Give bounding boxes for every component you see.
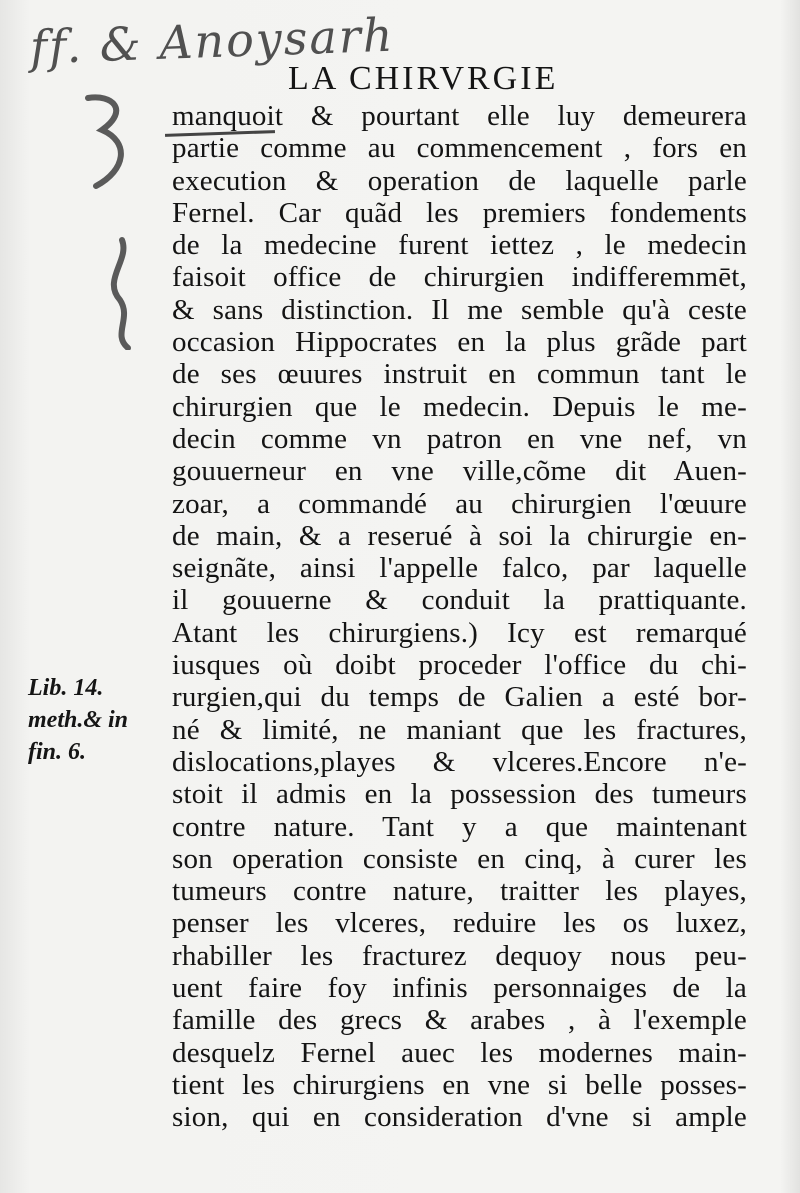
text-line: penser les vlceres, reduire les os luxez, [172, 907, 747, 940]
text-line: Atant les chirurgiens.) Icy est remarqué [172, 616, 747, 649]
text-line: gouuerneur en vne ville,cõme dit Auen- [172, 455, 747, 488]
marginal-bracket-mark [82, 90, 152, 350]
text-line: uent faire foy infinis personnaiges de la [172, 972, 747, 1005]
text-line: contre nature. Tant y a que maintenant [172, 810, 747, 843]
text-line: de main, & a reserué à soi la chirurgie en- [172, 519, 747, 552]
text-line: de la medecine furent iettez , le medecin [172, 229, 747, 262]
text-line: zoar, a commandé au chirurgien l'œuure [172, 487, 747, 520]
text-line: rurgien,qui du temps de Galien a esté bor- [172, 681, 747, 714]
handwritten-annotation: ff. & Anoysarh [29, 7, 396, 75]
running-head: LA CHIRVRGIE [288, 60, 559, 97]
text-line: desquelz Fernel auec les modernes main- [172, 1036, 747, 1069]
text-line: dislocations,playes & vlceres.Encore n'e- [172, 745, 747, 778]
text-line: Fernel. Car quãd les premiers fondements [172, 196, 747, 229]
text-line: execution & operation de laquelle parle [172, 164, 747, 197]
margin-note-line: Lib. 14. [28, 675, 104, 701]
text-line: rhabiller les fracturez dequoy nous peu- [172, 939, 747, 972]
text-line: partie comme au commencement , fors en [172, 132, 747, 165]
text-line: son operation consiste en cinq, à curer les [172, 842, 747, 875]
text-line: tumeurs contre nature, traitter les playes, [172, 875, 747, 908]
text-line: faisoit office de chirurgien indifferemmēt, [172, 261, 747, 294]
text-line: stoit il admis en la possession des tumeurs [172, 778, 747, 811]
body-text [172, 100, 747, 1134]
text-line: tient les chirurgiens en vne si belle posses- [172, 1068, 747, 1101]
text-line: sion, qui en consideration d'vne si ample [172, 1101, 747, 1134]
text-line: decin comme vn patron en vne nef, vn [172, 422, 747, 455]
margin-note-line: meth.& in [28, 707, 129, 733]
text-line: & sans distinction. Il me semble qu'à ceste [172, 293, 747, 326]
text-line: occasion Hippocrates en la plus grãde part [172, 326, 747, 359]
margin-note-line: fin. 6. [28, 739, 87, 765]
text-line: seignãte, ainsi l'appelle falco, par laquelle [172, 552, 747, 585]
text-line: iusques où doibt proceder l'office du chi- [172, 649, 747, 682]
text-line: il gouuerne & conduit la prattiquante. [172, 584, 747, 617]
text-line: chirurgien que le medecin. Depuis le me- [172, 390, 747, 423]
text-line: de ses œuures instruit en commun tant le [172, 358, 747, 391]
text-line: né & limité, ne maniant que les fractures, [172, 713, 747, 746]
text-line: manquoit & pourtant elle luy demeurera [172, 100, 747, 132]
text-line: famille des grecs & arabes , à l'exemple [172, 1004, 747, 1037]
margin-note [28, 672, 128, 768]
